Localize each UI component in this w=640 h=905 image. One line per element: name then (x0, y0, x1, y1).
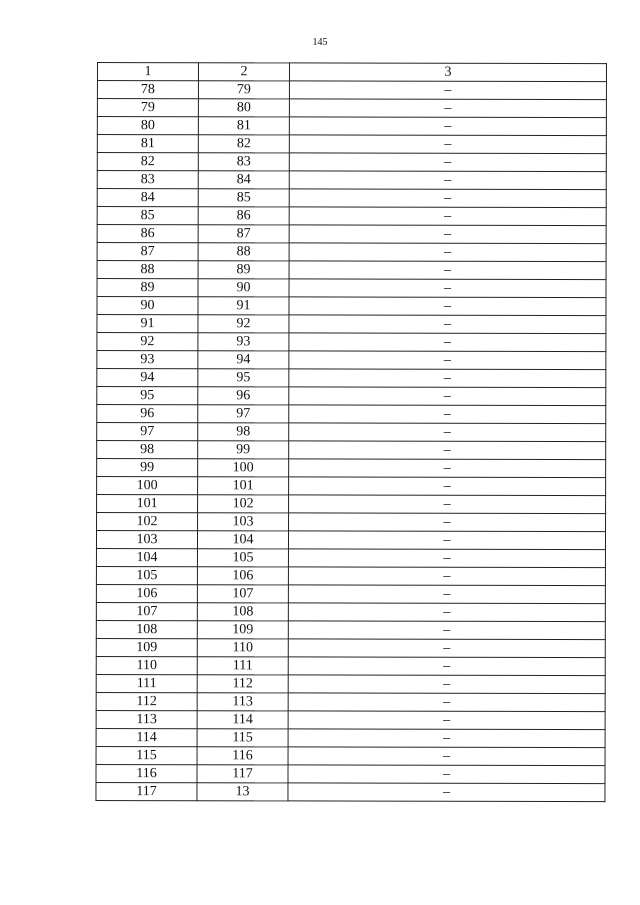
column-header-1: 1 (97, 63, 198, 81)
table-cell-col2: 86 (198, 207, 289, 225)
table-cell-col1: 116 (96, 764, 197, 782)
table-row (97, 387, 606, 406)
table-cell-col2: 95 (198, 369, 289, 387)
table-cell-col2: 101 (198, 477, 289, 495)
table-row (97, 495, 606, 514)
table-row (97, 243, 606, 262)
table-cell-col3: – (288, 603, 605, 622)
table-cell-col3: – (289, 279, 606, 298)
table-cell-col1: 106 (96, 584, 197, 602)
table-row (97, 189, 606, 208)
table-cell-col2: 93 (198, 333, 289, 351)
table-cell-col3: – (289, 81, 606, 100)
table-row (96, 602, 605, 621)
table-cell-col1: 84 (97, 189, 198, 207)
table-cell-col2: 99 (198, 441, 289, 459)
table-cell-col3: – (289, 351, 606, 370)
table-cell-col2: 106 (197, 567, 288, 585)
table-cell-col1: 88 (97, 261, 198, 279)
table-cell-col3: – (289, 171, 606, 190)
table-body (96, 81, 607, 802)
data-table (95, 62, 607, 802)
table-cell-col3: – (289, 207, 606, 226)
table-cell-col3: – (289, 153, 606, 172)
table-row (97, 171, 606, 190)
table-cell-col3: – (289, 225, 606, 244)
table-cell-col3: – (289, 135, 606, 154)
table-cell-col1: 96 (97, 405, 198, 423)
table-cell-col1: 95 (97, 387, 198, 405)
table-cell-col3: – (289, 333, 606, 352)
table-row (97, 333, 606, 352)
table-cell-col2: 83 (198, 153, 289, 171)
table-cell-col3: – (289, 387, 606, 406)
table-cell-col2: 98 (198, 423, 289, 441)
table-row (96, 674, 605, 693)
table-cell-col2: 97 (198, 405, 289, 423)
table-cell-col3: – (289, 513, 606, 532)
table-cell-col1: 104 (96, 549, 197, 567)
table-row (97, 225, 606, 244)
table-row (97, 423, 606, 442)
table-cell-col2: 13 (197, 783, 288, 801)
table-cell-col2: 94 (198, 351, 289, 369)
table-cell-col3: – (289, 99, 606, 118)
table-row (96, 549, 605, 568)
table-cell-col2: 96 (198, 387, 289, 405)
table-cell-col2: 102 (198, 495, 289, 513)
table-cell-col2: 109 (197, 621, 288, 639)
table-row (97, 369, 606, 388)
table-cell-col1: 102 (97, 513, 198, 531)
table-cell-col2: 103 (198, 513, 289, 531)
table-cell-col2: 81 (198, 117, 289, 135)
table-cell-col3: – (289, 189, 606, 208)
table-cell-col2: 100 (198, 459, 289, 477)
table-row (96, 566, 605, 585)
table-cell-col1: 86 (97, 225, 198, 243)
table-cell-col1: 92 (97, 333, 198, 351)
table-cell-col2: 115 (197, 729, 288, 747)
table-cell-col1: 80 (97, 117, 198, 135)
table-cell-col1: 97 (97, 423, 198, 441)
table-row (97, 135, 606, 154)
table-cell-col2: 90 (198, 279, 289, 297)
table-row (97, 405, 606, 424)
table-cell-col2: 112 (197, 675, 288, 693)
table-row (96, 531, 605, 550)
table-cell-col3: – (288, 693, 605, 712)
table-cell-col3: – (288, 531, 605, 550)
table-cell-col3: – (289, 297, 606, 316)
table-row (97, 297, 606, 316)
table-cell-col2: 92 (198, 315, 289, 333)
table-cell-col1: 108 (96, 620, 197, 638)
table-cell-col3: – (289, 477, 606, 496)
table-cell-col1: 93 (97, 351, 198, 369)
table-cell-col1: 113 (96, 710, 197, 728)
table-cell-col1: 81 (97, 135, 198, 153)
table-cell-col2: 89 (198, 261, 289, 279)
table-row (97, 261, 606, 280)
table-cell-col3: – (288, 675, 605, 694)
table-row (97, 99, 606, 118)
table-row (96, 656, 605, 675)
table-cell-col1: 83 (97, 171, 198, 189)
table-cell-col3: – (288, 585, 605, 604)
table-cell-col3: – (288, 729, 605, 748)
table-cell-col3: – (289, 117, 606, 136)
table-cell-col1: 82 (97, 153, 198, 171)
table-cell-col1: 100 (97, 477, 198, 495)
table-cell-col1: 114 (96, 728, 197, 746)
table-row (97, 315, 606, 334)
table-cell-col1: 109 (96, 638, 197, 656)
table-cell-col2: 79 (198, 81, 289, 99)
table-row (97, 441, 606, 460)
table-row (96, 584, 605, 603)
table-cell-col1: 90 (97, 297, 198, 315)
table-cell-col1: 79 (97, 99, 198, 117)
column-header-2: 2 (198, 63, 289, 81)
table-row (97, 513, 606, 532)
table-cell-col3: – (288, 549, 605, 568)
page-number: 145 (312, 37, 328, 48)
table-cell-col1: 105 (96, 566, 197, 584)
table-cell-col1: 87 (97, 243, 198, 261)
header-row (97, 63, 606, 82)
table-cell-col2: 87 (198, 225, 289, 243)
table-cell-col2: 116 (197, 747, 288, 765)
table-row (97, 459, 606, 478)
table-cell-col1: 98 (97, 441, 198, 459)
table-row (96, 782, 605, 801)
table-cell-col2: 82 (198, 135, 289, 153)
table-row (96, 638, 605, 657)
table-row (97, 477, 606, 496)
table-cell-col2: 117 (197, 765, 288, 783)
table-cell-col2: 80 (198, 99, 289, 117)
table-cell-col1: 107 (96, 602, 197, 620)
table-row (97, 351, 606, 370)
table-cell-col3: – (289, 405, 606, 424)
table-cell-col3: – (288, 657, 605, 676)
table-cell-col1: 89 (97, 279, 198, 297)
table-cell-col2: 88 (198, 243, 289, 261)
table-cell-col3: – (289, 243, 606, 262)
table-row (96, 620, 605, 639)
table-cell-col1: 112 (96, 692, 197, 710)
table-cell-col2: 91 (198, 297, 289, 315)
table-cell-col1: 85 (97, 207, 198, 225)
table-cell-col3: – (288, 747, 605, 766)
table-cell-col2: 84 (198, 171, 289, 189)
table-cell-col2: 85 (198, 189, 289, 207)
table-cell-col1: 99 (97, 459, 198, 477)
table-cell-col3: – (288, 621, 605, 640)
table-cell-col1: 110 (96, 656, 197, 674)
table-cell-col1: 103 (96, 531, 197, 549)
table-row (96, 764, 605, 783)
table-cell-col1: 78 (97, 81, 198, 99)
table-cell-col2: 111 (197, 657, 288, 675)
table-cell-col2: 108 (197, 603, 288, 621)
table-cell-col2: 104 (197, 531, 288, 549)
table-cell-col1: 117 (96, 782, 197, 800)
table-cell-col3: – (289, 423, 606, 442)
table-row (96, 728, 605, 747)
table-row (97, 153, 606, 172)
table-cell-col3: – (289, 459, 606, 478)
table-cell-col2: 107 (197, 585, 288, 603)
table-cell-col1: 101 (97, 495, 198, 513)
table-row (97, 117, 606, 136)
table-cell-col1: 94 (97, 369, 198, 387)
table-cell-col3: – (289, 315, 606, 334)
table-cell-col3: – (289, 441, 606, 460)
table-cell-col1: 115 (96, 746, 197, 764)
column-header-3: 3 (289, 63, 606, 82)
table-row (97, 207, 606, 226)
table-cell-col1: 91 (97, 315, 198, 333)
table-row (96, 692, 605, 711)
table-cell-col2: 105 (197, 549, 288, 567)
table-cell-col3: – (288, 783, 605, 802)
table-row (97, 81, 606, 100)
table-cell-col1: 111 (96, 674, 197, 692)
table-cell-col3: – (288, 711, 605, 730)
table-cell-col2: 114 (197, 711, 288, 729)
table-cell-col3: – (289, 369, 606, 388)
table-cell-col3: – (288, 765, 605, 784)
table-cell-col3: – (289, 495, 606, 514)
table-row (96, 746, 605, 765)
table-cell-col3: – (288, 639, 605, 658)
table-cell-col3: – (289, 261, 606, 280)
table-cell-col3: – (288, 567, 605, 586)
table-cell-col2: 110 (197, 639, 288, 657)
table-row (97, 279, 606, 298)
table-cell-col2: 113 (197, 693, 288, 711)
table-row (96, 710, 605, 729)
